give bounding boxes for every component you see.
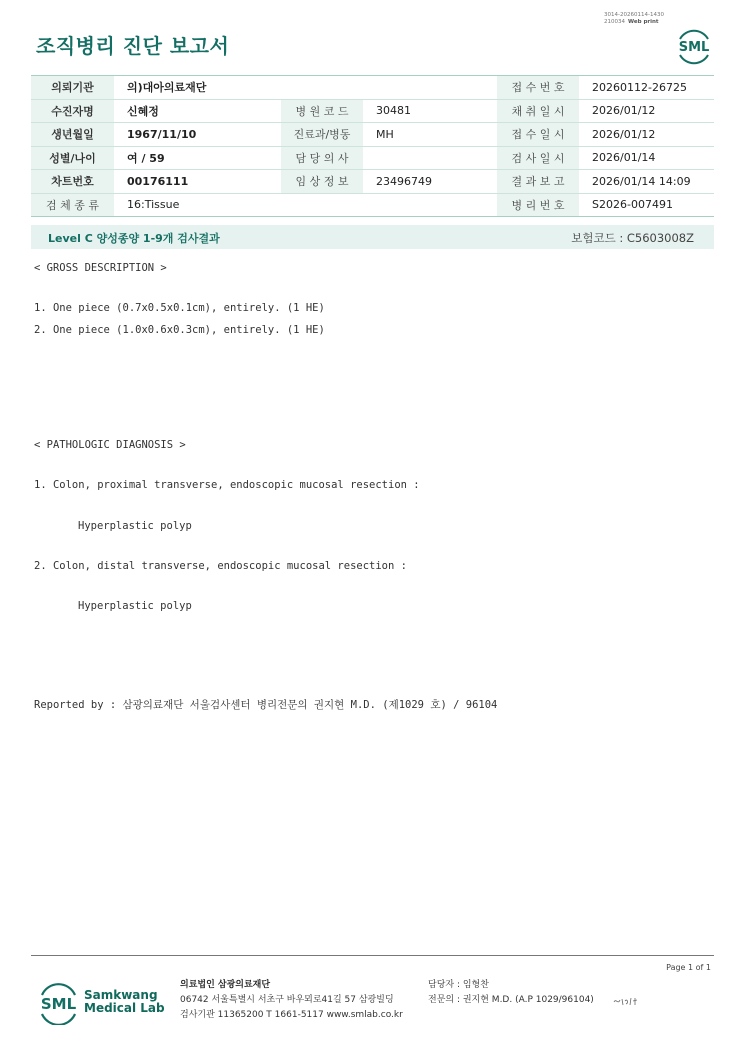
label-clinical-info: 임 상 정 보 xyxy=(281,170,363,194)
label-sex-age: 성별/나이 xyxy=(31,146,114,170)
label-receipt-date: 접 수 일 시 xyxy=(497,123,579,147)
diagnosis-site-1: 1. Colon, proximal transverse, endoscopic mucosal resection : xyxy=(34,479,420,491)
label-accession-number: 접 수 번 호 xyxy=(497,76,579,100)
value-sex-age: 여 / 59 xyxy=(114,146,281,170)
label-hospital-code: 병 원 코 드 xyxy=(281,99,363,123)
label-pathology-number: 병 리 번 호 xyxy=(497,193,579,217)
staff-label: 담당자 : xyxy=(428,980,460,990)
value-receipt-date: 2026/01/12 xyxy=(579,123,714,147)
value-birth-date: 1967/11/10 xyxy=(114,123,281,147)
page-number: Page 1 of 1 xyxy=(666,963,711,972)
diagnosis-site-2: 2. Colon, distal transverse, endoscopic mucosal resection : xyxy=(34,560,407,572)
value-requesting-institution: 의)대아의료재단 xyxy=(114,76,497,100)
sml-logo-icon xyxy=(674,25,714,65)
gross-description-heading: < GROSS DESCRIPTION > xyxy=(34,262,167,274)
pathologic-diagnosis-heading: < PATHOLOGIC DIAGNOSIS > xyxy=(34,439,186,451)
print-stamp xyxy=(604,12,664,26)
value-result-report: 2026/01/14 14:09 xyxy=(579,170,714,194)
patient-info-table xyxy=(31,75,714,217)
print-stamp-line1: 3014-20260114-1430 xyxy=(604,12,664,18)
reported-by: Reported by : 삼광의료재단 서울검사센터 병리전문의 권지현 M.D. (제1029 호) / 96104 xyxy=(34,699,498,711)
gross-item-1: 1. One piece (0.7x0.5x0.1cm), entirely. (1 HE) xyxy=(34,302,325,314)
report-title: 조직병리 진단 보고서 xyxy=(36,34,230,58)
value-attending-doctor xyxy=(363,146,497,170)
label-attending-doctor: 담 당 의 사 xyxy=(281,146,363,170)
label-requesting-institution: 의뢰기관 xyxy=(31,76,114,100)
web-print-label: Web print xyxy=(628,19,659,25)
staff-name: 임형찬 xyxy=(462,980,489,990)
specialist-label: 전문의 : xyxy=(428,995,460,1005)
label-patient-name: 수진자명 xyxy=(31,99,114,123)
footer-staff-block xyxy=(428,978,594,1008)
value-hospital-code: 30481 xyxy=(363,99,497,123)
table-row xyxy=(31,170,714,194)
value-test-date: 2026/01/14 xyxy=(579,146,714,170)
signature-icon xyxy=(612,993,642,1009)
brand-line-2: Medical Lab xyxy=(84,1001,165,1015)
sml-footer-logo-icon xyxy=(36,980,81,1025)
footer-org-name: 의료법인 삼광의료재단 xyxy=(180,980,271,990)
value-clinical-info: 23496749 xyxy=(363,170,497,194)
table-row xyxy=(31,76,714,100)
sml-logo-text: SML xyxy=(678,40,710,55)
specialist-name: 권지현 M.D. (A.P 1029/96104) xyxy=(462,995,594,1005)
value-collection-date: 2026/01/12 xyxy=(579,99,714,123)
brand-name xyxy=(84,989,165,1015)
table-row xyxy=(31,99,714,123)
table-row xyxy=(31,146,714,170)
label-specimen-type: 검 체 종 류 xyxy=(31,193,114,217)
label-department: 진료과/병동 xyxy=(281,123,363,147)
table-row xyxy=(31,193,714,217)
value-pathology-number: S2026-007491 xyxy=(579,193,714,217)
value-chart-number: 00176111 xyxy=(114,170,281,194)
diagnosis-result-2: Hyperplastic polyp xyxy=(78,600,192,612)
label-birth-date: 생년월일 xyxy=(31,123,114,147)
gross-item-2: 2. One piece (1.0x0.6x0.3cm), entirely. (1 HE) xyxy=(34,324,325,336)
test-level-bar xyxy=(31,225,714,249)
print-stamp-code: 210034 xyxy=(604,19,625,25)
value-specimen-type: 16:Tissue xyxy=(114,193,497,217)
value-department: MH xyxy=(363,123,497,147)
value-accession-number: 20260112-26725 xyxy=(579,76,714,100)
footer-address: 06742 서울특별시 서초구 바우뫼로41길 57 삼광빌딩 xyxy=(180,995,394,1005)
footer-contact: 검사기관 11365200 T 1661-5117 www.smlab.co.kr xyxy=(180,1010,403,1020)
footer-address-block xyxy=(180,978,403,1023)
label-chart-number: 차트번호 xyxy=(31,170,114,194)
label-result-report: 결 과 보 고 xyxy=(497,170,579,194)
brand-line-1: Samkwang xyxy=(84,988,158,1002)
sml-footer-logo-text: SML xyxy=(40,995,77,1013)
value-patient-name: 신혜정 xyxy=(114,99,281,123)
footer-divider xyxy=(31,955,714,956)
insurance-code: 보험코드 : C5603008Z xyxy=(571,231,694,245)
test-level-label: Level C 양성종양 1-9개 검사결과 xyxy=(48,232,220,245)
diagnosis-result-1: Hyperplastic polyp xyxy=(78,520,192,532)
label-collection-date: 채 취 일 시 xyxy=(497,99,579,123)
table-row xyxy=(31,123,714,147)
label-test-date: 검 사 일 시 xyxy=(497,146,579,170)
